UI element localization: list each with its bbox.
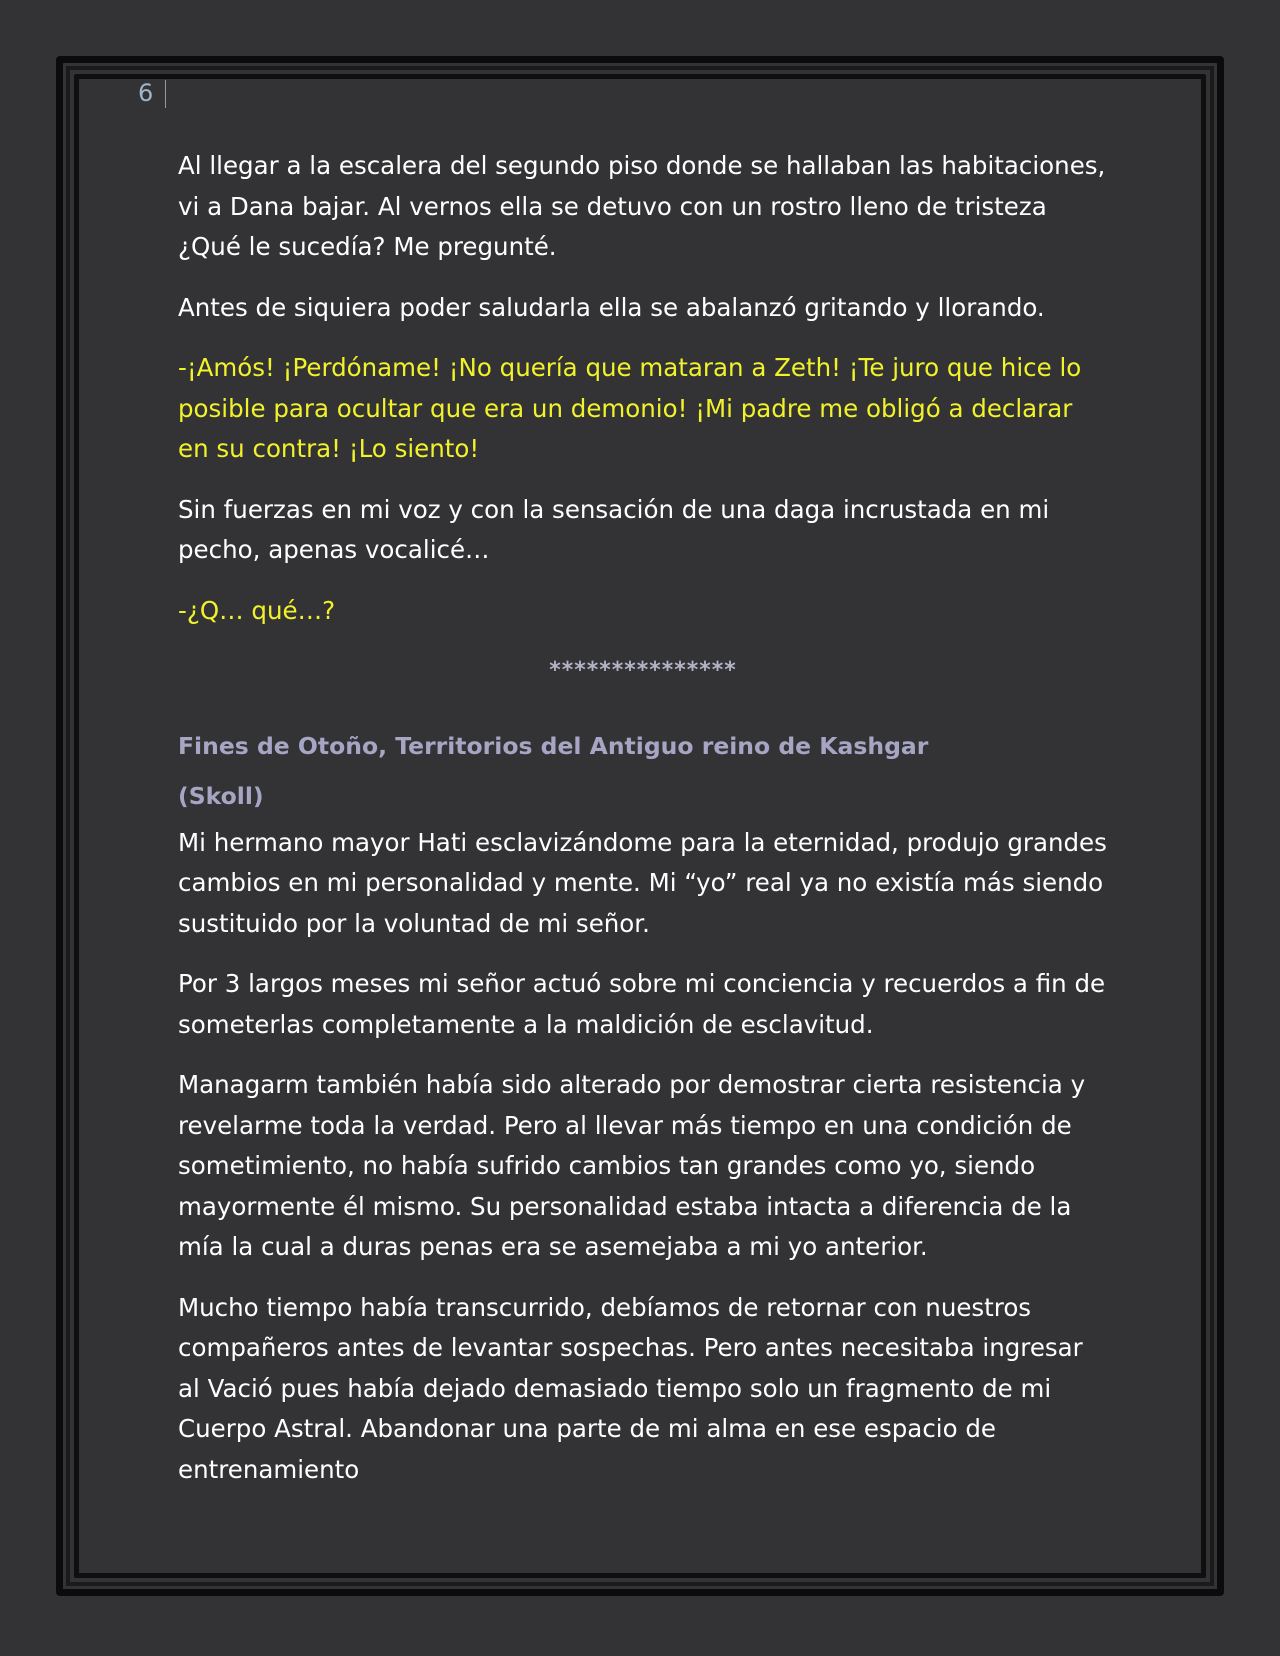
paragraph-narration: Antes de siquiera poder saludarla ella se abalanzó gritando y llorando. [178,292,1045,322]
paragraph-narration: Mucho tiempo había transcurrido, debíamos de retornar con nuestros compañeros antes de levantar sospechas. Pero antes necesitaba ingresar al Vació pues había dejado demasiado tiempo solo un fragmento de mi Cuerpo Astral. Abandonar una parte de mi alma en ese espacio de entrenamiento [178,1292,1083,1484]
paragraph-narration: Managarm también había sido alterado por demostrar cierta resistencia y revelarme toda la verdad. Pero al llevar más tiempo en una condición de sometimiento, no había sufrido cambios tan grandes como yo, siendo mayormente él mismo. Su personalidad estaba intacta a diferencia de la mía la cual a duras penas era se asemejaba a mi yo anterior. [178,1070,1086,1261]
paragraph-narration: Sin fuerzas en mi voz y con la sensación de una daga incrustada en mi pecho, apenas vocalicé… [178,494,1050,564]
page-number: 6 [138,79,154,107]
pov-label: (Skoll) [178,782,264,810]
paragraph-narration: Por 3 largos meses mi señor actuó sobre mi conciencia y recuerdos a fin de someterlas completamente a la maldición de esclavitud. [178,969,1106,1039]
paragraph-narration: Mi hermano mayor Hati esclavizándome para la eternidad, produjo grandes cambios en mi personalidad y mente. Mi “yo” real ya no existía más siendo sustituido por la voluntad de mi señor. [178,827,1107,938]
page-number-divider [165,80,166,108]
scene-heading: Fines de Otoño, Territorios del Antiguo reino de Kashgar [178,731,929,760]
paragraph-dialog: -¡Amós! ¡Perdóname! ¡No quería que mataran a Zeth! ¡Te juro que hice lo posible para ocultar que era un demonio! ¡Mi padre me obligó a declarar en su contra! ¡Lo siento! [178,353,1082,463]
paragraph-narration: Al llegar a la escalera del segundo piso donde se hallaban las habitaciones, vi a Dana bajar. Al vernos ella se detuvo con un rostro lleno de tristeza ¿Qué le sucedía? Me pregunté. [178,151,1106,261]
paragraph-dialog: -¿Q… qué…? [178,595,336,625]
scene-separator: *************** [549,658,737,683]
document-body [178,146,1108,1510]
